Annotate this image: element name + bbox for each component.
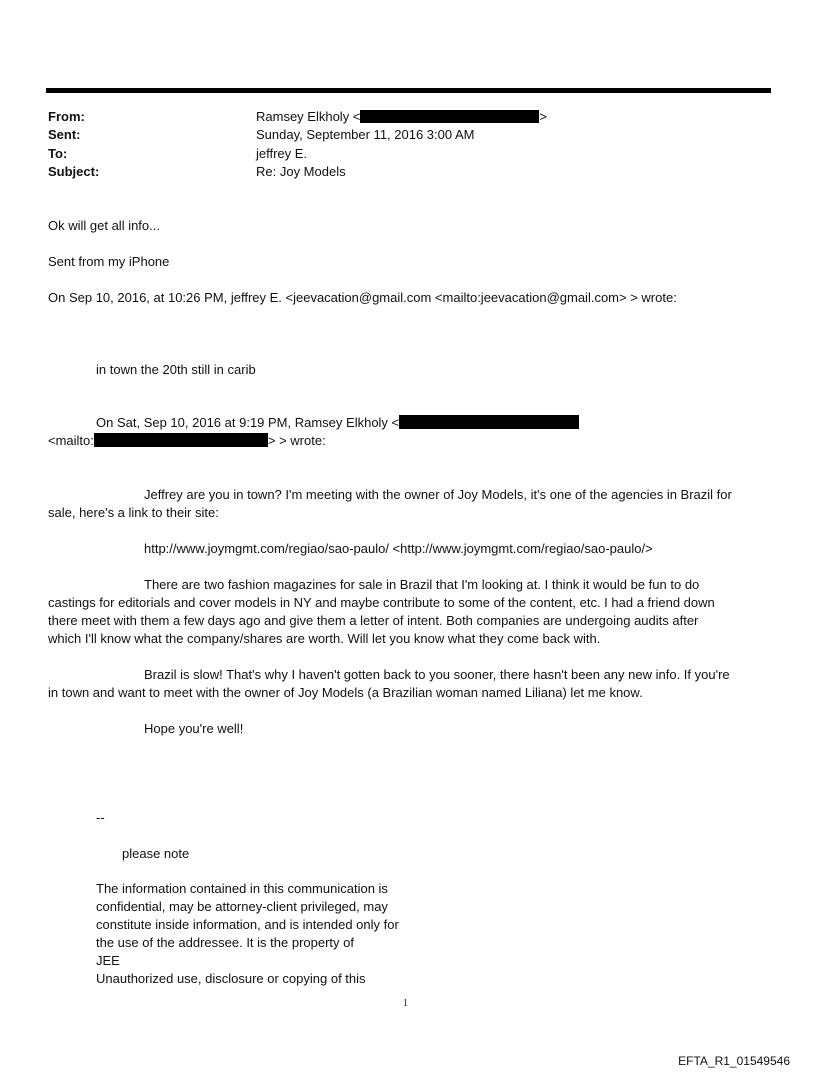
site-link[interactable]: http://www.joymgmt.com/regiao/sao-paulo/ <http://www.joymgmt.com/regiao/sao-paulo/> bbox=[144, 541, 653, 556]
body-line: Sent from my iPhone bbox=[48, 254, 170, 269]
quote-header bbox=[96, 414, 579, 431]
from-close: > bbox=[539, 109, 547, 124]
from-label: From: bbox=[48, 109, 85, 124]
please-note: please note bbox=[122, 846, 190, 861]
paragraph-line: Jeffrey are you in town? I'm meeting with the owner of Joy Models, it's one of the agencies in Brazil for bbox=[144, 487, 732, 502]
quote-header-text: On Sat, Sep 10, 2016 at 9:19 PM, Ramsey Elkholy < bbox=[96, 415, 400, 430]
paragraph-line: which I'll know what the company/shares are worth. Will let you know what they come back with. bbox=[48, 631, 601, 646]
disclaimer-line: Unauthorized use, disclosure or copying of this bbox=[96, 971, 366, 986]
redaction-bar bbox=[399, 415, 579, 429]
subject-value: Re: Joy Models bbox=[256, 164, 346, 179]
signature-dash: -- bbox=[96, 810, 105, 825]
paragraph-line: There are two fashion magazines for sale in Brazil that I'm looking at. I think it would be fun to do bbox=[144, 577, 700, 592]
sent-label: Sent: bbox=[48, 127, 81, 142]
paragraph-line: Brazil is slow! That's why I haven't gotten back to you sooner, there hasn't been any new info. If you're bbox=[144, 667, 730, 682]
body-line: On Sep 10, 2016, at 10:26 PM, jeffrey E. <jeevacation@gmail.com <mailto:jeevacation@gmail.com> > wrote: bbox=[48, 290, 677, 305]
body-line: Ok will get all info... bbox=[48, 218, 160, 233]
disclaimer-line: constitute inside information, and is intended only for bbox=[96, 917, 399, 932]
to-label: To: bbox=[48, 146, 68, 161]
disclaimer-line: JEE bbox=[96, 953, 120, 968]
mailto-text: <mailto: bbox=[48, 433, 94, 448]
paragraph-line: sale, here's a link to their site: bbox=[48, 505, 219, 520]
subject-label: Subject: bbox=[48, 164, 100, 179]
disclaimer-line: The information contained in this communication is bbox=[96, 881, 388, 896]
wrote-text: > > wrote: bbox=[267, 433, 326, 448]
header-rule bbox=[46, 88, 771, 93]
disclaimer-line: confidential, may be attorney-client privileged, may bbox=[96, 899, 388, 914]
quote-header-mailto bbox=[48, 432, 326, 449]
paragraph-line: Hope you're well! bbox=[144, 721, 244, 736]
paragraph-line: there meet with them a few days ago and give them a letter of intent. Both companies are undergoing audits after bbox=[48, 613, 699, 628]
redaction-bar bbox=[94, 433, 268, 447]
paragraph-line: castings for editorials and cover models in NY and maybe contribute to some of the content, etc. I had a friend down bbox=[48, 595, 715, 610]
from-value bbox=[256, 108, 547, 125]
disclaimer-line: the use of the addressee. It is the property of bbox=[96, 935, 354, 950]
page-number: 1 bbox=[403, 998, 408, 1009]
from-name: Ramsey Elkholy < bbox=[256, 109, 361, 124]
sent-value: Sunday, September 11, 2016 3:00 AM bbox=[256, 127, 475, 142]
reply-line: in town the 20th still in carib bbox=[96, 362, 256, 377]
document-id: EFTA_R1_01549546 bbox=[678, 1054, 790, 1068]
paragraph-line: in town and want to meet with the owner of Joy Models (a Brazilian woman named Liliana) let me know. bbox=[48, 685, 643, 700]
to-value: jeffrey E. bbox=[256, 146, 308, 161]
redaction-bar bbox=[360, 110, 539, 123]
